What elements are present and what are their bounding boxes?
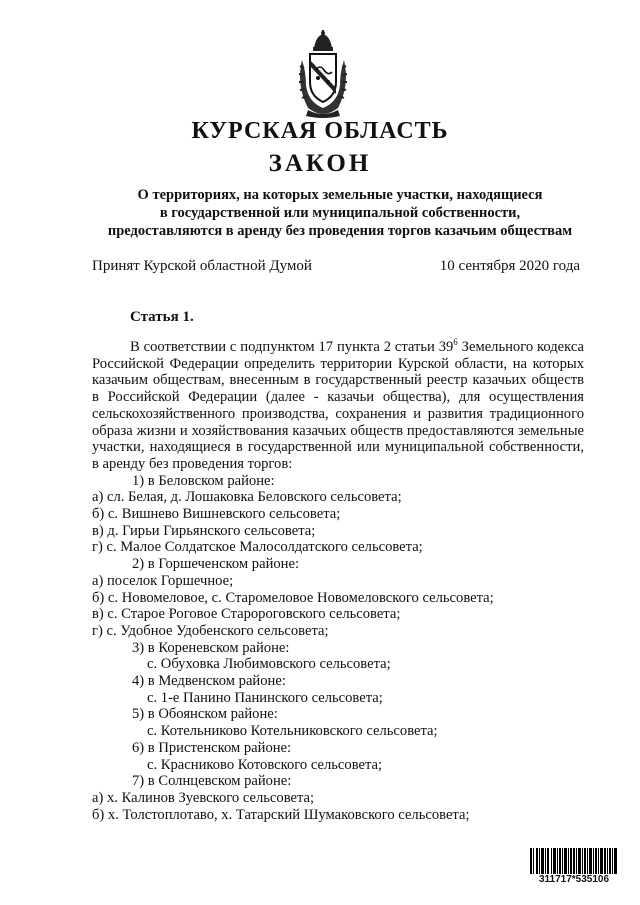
document-type-heading: ЗАКОН (268, 150, 372, 177)
adoption-date: 10 сентября 2020 года (439, 258, 580, 274)
list-item: в) с. Старое Роговое Старороговского сельсовета; (92, 606, 401, 623)
region-heading: КУРСКАЯ ОБЛАСТЬ (191, 118, 449, 144)
list-item: б) с. Новомеловое, с. Старомеловое Новомеловского сельсовета; (92, 589, 494, 606)
list-item: 4) в Медвенском районе: (132, 673, 286, 690)
adopted-by: Принят Курской областной Думой (92, 258, 312, 274)
list-item: с. 1-е Панино Панинского сельсовета; (147, 689, 383, 706)
law-title (80, 186, 600, 240)
law-title-line: предоставляются в аренду без проведения торгов казачьим обществам (107, 223, 573, 239)
list-item: г) с. Удобное Удобенского сельсовета; (92, 622, 329, 639)
kursk-coat-of-arms-icon (294, 30, 352, 118)
list-item: б) с. Вишнево Вишневского сельсовета; (92, 506, 341, 523)
intro-text-rest: Земельного кодекса Российской Федерации определить территории Курской области, на которых казачьим обществам, внесенным в государственный реестр казачьих обществ в Российской Федерации (далее - казачьи общества), для осуществления сельскохозяйственного производства, сохранения и развития традиционного образа жизни и хозяйствования казачьих обществ предоставляются земельные участки, находящиеся в государственной или муниципальной собственности, в аренду без проведения торгов: (92, 339, 584, 472)
law-title-line: О территориях, на которых земельные участки, находящиеся (137, 187, 543, 203)
list-item: 7) в Солнцевском районе: (132, 773, 292, 790)
list-item: 1) в Беловском районе: (132, 472, 275, 489)
list-item: 6) в Пристенском районе: (132, 739, 292, 756)
list-item: б) х. Толстоплотаво, х. Татарский Шумаковского сельсовета; (92, 806, 470, 823)
article-body (92, 339, 584, 823)
superscript-number: 6 (453, 337, 458, 348)
list-item: а) х. Калинов Зуевского сельсовета; (92, 789, 315, 806)
list-item: 2) в Горшеченском районе: (132, 556, 300, 573)
list-item: г) с. Малое Солдатское Малосолдатского сельсовета; (92, 539, 423, 556)
list-item: а) поселок Горшечное; (92, 572, 234, 589)
law-title-line: в государственной или муниципальной собственности, (159, 205, 521, 221)
list-item: 3) в Кореневском районе: (132, 639, 290, 656)
list-item: с. Котельниково Котельниковского сельсовета; (147, 723, 438, 740)
list-item: с. Обуховка Любимовского сельсовета; (147, 656, 391, 673)
list-item: в) д. Гирьи Гирьянского сельсовета; (92, 522, 316, 539)
list-item: а) сл. Белая, д. Лошаковка Беловского сельсовета; (92, 489, 402, 506)
intro-text-start: В соответствии с подпунктом 17 пункта 2 статьи 39 (130, 339, 454, 355)
article-intro-paragraph (92, 339, 584, 473)
list-item: 5) в Обоянском районе: (132, 706, 278, 723)
list-item: с. Красниково Котовского сельсовета; (147, 756, 383, 773)
article-heading: Статья 1. (130, 309, 194, 325)
barcode-number: 311717*535106 (530, 874, 618, 886)
